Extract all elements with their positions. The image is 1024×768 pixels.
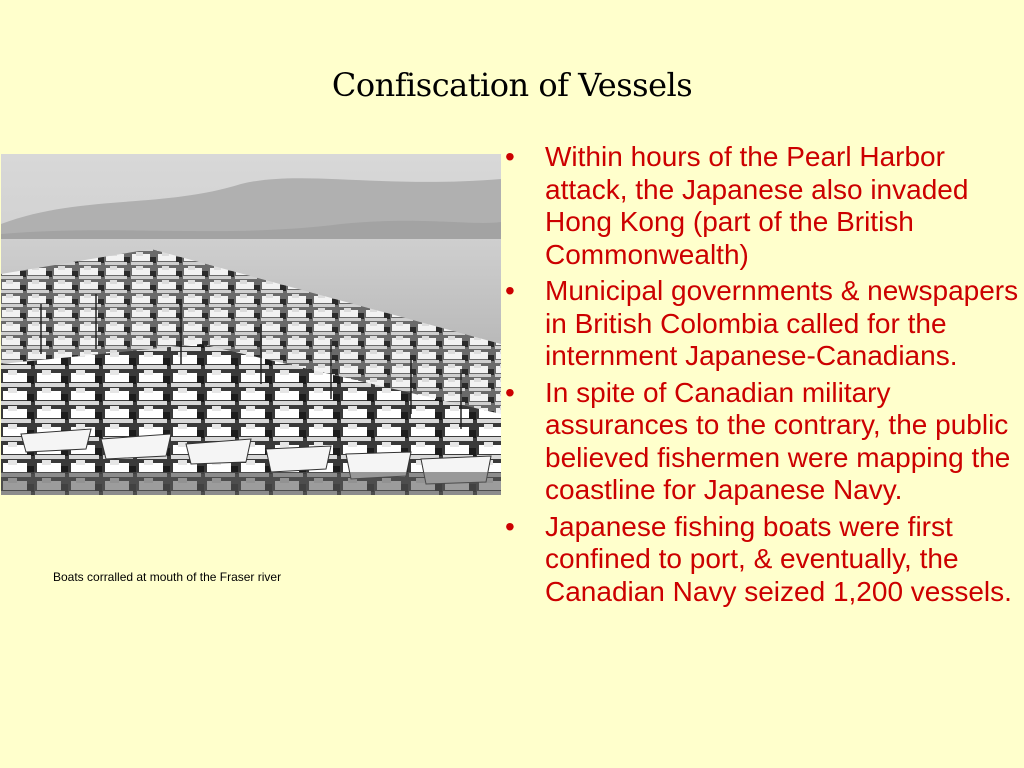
bullet-glyph: • [505, 141, 515, 172]
bullet-glyph: • [505, 275, 515, 306]
photo-caption: Boats corralled at mouth of the Fraser river [53, 570, 282, 584]
bullet-text: Japanese fishing boats were first confined to port, & eventually, the Canadian Navy seized 1,200 vessels. [545, 510, 1012, 607]
bullet-item [505, 141, 1020, 271]
bullet-glyph: • [505, 376, 515, 408]
bullet-item [505, 275, 1020, 373]
boats-photo [1, 154, 501, 495]
boats-photo-image [1, 154, 501, 495]
bullet-glyph: • [505, 510, 515, 542]
bullet-item [505, 511, 1020, 609]
slide-title: Confiscation of Vessels [331, 66, 693, 104]
bullet-text: In spite of Canadian military assurances to the contrary, the public believed fishermen were mapping the coastline for Japanese Navy. [545, 376, 1011, 505]
bullet-text: Within hours of the Pearl Harbor attack, the Japanese also invaded Hong Kong (part of the British Commonwealth) [545, 141, 969, 270]
bullet-list [505, 141, 1020, 612]
bullet-text: Municipal governments & newspapers in British Colombia called for the internment Japanese-Canadians. [545, 275, 1019, 371]
bullet-item [505, 377, 1020, 507]
